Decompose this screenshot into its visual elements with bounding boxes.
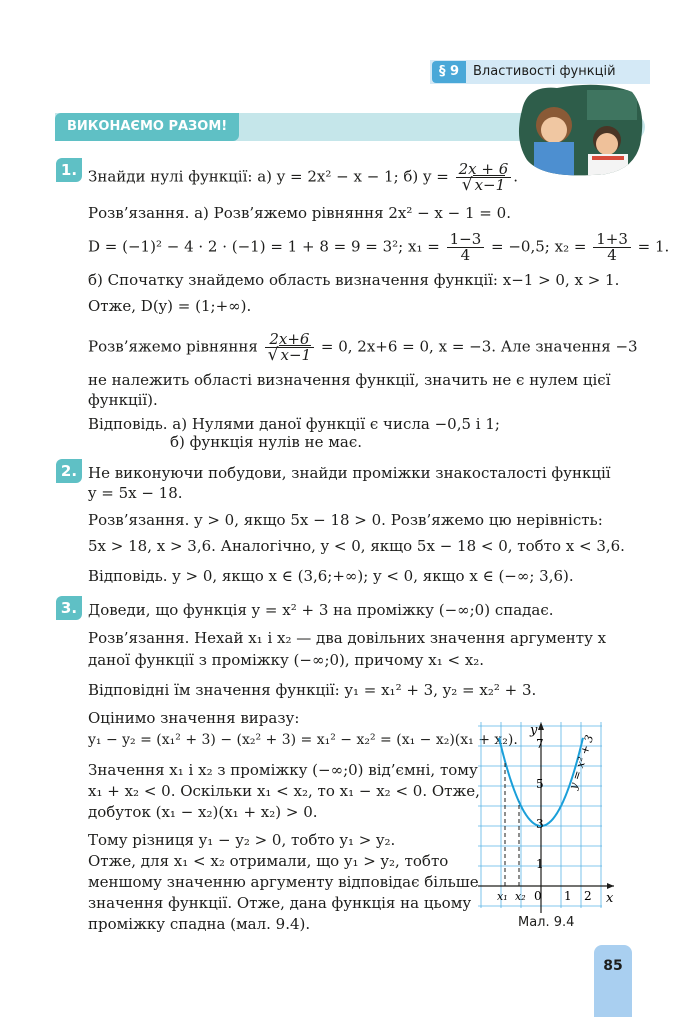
section-title: Властивості функцій (473, 64, 616, 79)
task1-discriminant: D = (−1)² − 4 · 2 · (−1) = 1 + 8 = 9 = 3²; x₁ = $\frac{1-3}{4}$ = −0,5; x₂ = $\frac{1+3}{4}$ = 1. (88, 230, 670, 264)
task3-text-line11: меншому значенню аргументу відповідає більше (88, 873, 479, 891)
task2-solution-line1: Розв’язання. y > 0, якщо 5x − 18 > 0. Розв’яжемо цю нерівність: (88, 511, 603, 529)
task3-text-line8: добуток (x₁ − x₂)(x₁ + x₂) > 0. (88, 803, 318, 821)
task1-statement: Знайди нулі функції: а) y = 2x² − x − 1; б) y = $\frac{2x + 6}{√ x-1}$ . (88, 160, 519, 195)
figure-graph (478, 718, 618, 913)
task3-text-line13: проміжку спадна (мал. 9.4). (88, 915, 311, 933)
task1-text-line6: не належить області визначення функції, значить не є нулем цієї (88, 371, 611, 389)
banner-title: ВИКОНАЄМО РАЗОМ! (55, 113, 239, 141)
task1-domain-line: б) Спочатку знайдемо область визначення функції: x−1 > 0, x > 1. (88, 271, 620, 289)
figure-caption: Мал. 9.4 (518, 915, 575, 930)
x1-mark: x₁ (497, 890, 508, 903)
task3-statement: Доведи, що функція y = x² + 3 на проміжку (−∞;0) спадає. (88, 601, 554, 619)
task2-statement-line2: y = 5x − 18. (88, 484, 183, 502)
x-tick-1: 1 (564, 889, 572, 903)
task3-text-line7: x₁ + x₂ < 0. Оскільки x₁ < x₂, то x₁ − x₂ < 0. Отже, (88, 782, 480, 800)
task1-text-line7: функції). (88, 391, 158, 409)
section-badge: § 9 (432, 61, 466, 83)
task3-difference-line: y₁ − y₂ = (x₁² + 3) − (x₂² + 3) = x₁² − x₂² = (x₁ − x₂)(x₁ + x₂). (88, 732, 518, 748)
y-tick-3: 3 (536, 817, 544, 831)
page-number: 85 (603, 958, 623, 974)
task2-solution-line2: 5x > 18, x > 3,6. Аналогічно, y < 0, якщо 5x − 18 < 0, тобто x < 3,6. (88, 537, 625, 555)
task2-statement-line1: Не виконуючи побудови, знайди проміжки знакосталості функції (88, 464, 611, 482)
task3-values-line: Відповідні їм значення функції: y₁ = x₁² + 3, y₂ = x₂² + 3. (88, 681, 537, 699)
x-axis-arrow (607, 883, 614, 889)
task3-estimate-line: Оцінимо значення виразу: (88, 709, 300, 727)
task3-solution-line1: Розв’язання. Нехай x₁ і x₂ — два довільних значення аргументу x (88, 629, 607, 647)
task3-text-line9: Тому різниця y₁ − y₂ > 0, тобто y₁ > y₂. (88, 831, 396, 849)
task-number-3: 3. (56, 596, 82, 620)
task2-answer: Відповідь. y > 0, якщо x ∈ (3,6;+∞); y < 0, якщо x ∈ (−∞; 3,6). (88, 567, 574, 585)
task3-text-line6: Значення x₁ і x₂ з проміжку (−∞;0) від’ємні, тому (88, 761, 478, 779)
y-tick-1: 1 (536, 857, 544, 871)
x2-mark: x₂ (515, 890, 526, 903)
task1-equation-line: Розв’яжемо рівняння $\frac{2x+6}{√ x-1}$ = 0, 2x+6 = 0, x = −3. Але значення −3 (88, 330, 638, 365)
origin-label: 0 (534, 889, 542, 903)
task1-fraction: $\frac{2x + 6}{√ x-1}$ (456, 162, 512, 193)
task3-solution-line2: даної функції з проміжку (−∞;0), причому x₁ < x₂. (88, 651, 485, 669)
task1-answer-b: б) функція нулів не має. (170, 433, 363, 451)
page-tab (594, 945, 632, 1017)
students-photo (512, 80, 647, 180)
task-number-2: 2. (56, 459, 82, 483)
curve-label: y = x² + 3 (566, 733, 597, 791)
axis-x-label: x (606, 891, 614, 906)
task1-answer-a: Відповідь. а) Нулями даної функції є числа −0,5 і 1; (88, 415, 500, 433)
y-tick-7: 7 (536, 737, 544, 751)
task1-solution-line1: Розв’язання. а) Розв’яжемо рівняння 2x² − x − 1 = 0. (88, 204, 511, 222)
axis-y-label: y (530, 723, 538, 738)
task-number-1: 1. (56, 158, 82, 182)
x-tick-2: 2 (584, 889, 592, 903)
task3-text-line10: Отже, для x₁ < x₂ отримали, що y₁ > y₂, тобто (88, 852, 449, 870)
task3-text-line12: значення функції. Отже, дана функція на цьому (88, 894, 472, 912)
task1-domain-result: Отже, D(y) = (1;+∞). (88, 297, 252, 315)
y-tick-5: 5 (536, 777, 544, 791)
